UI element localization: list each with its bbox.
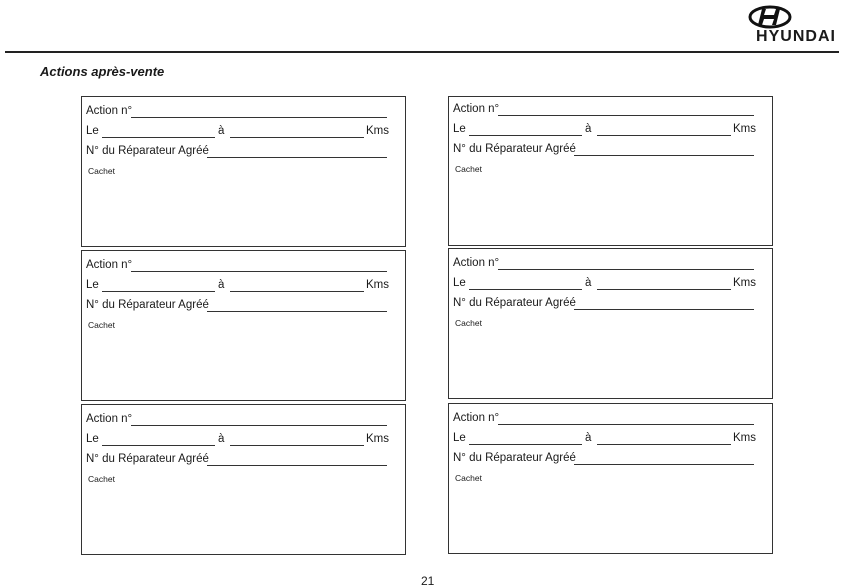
date-label: Le <box>86 279 99 291</box>
date-field[interactable] <box>469 289 582 290</box>
action-field[interactable] <box>131 117 387 118</box>
header-rule <box>5 51 839 53</box>
repairer-label: N° du Réparateur Agréé <box>86 453 209 465</box>
repairer-field[interactable] <box>574 155 754 156</box>
date-field[interactable] <box>102 137 215 138</box>
service-card <box>448 96 773 246</box>
repairer-field[interactable] <box>207 465 387 466</box>
action-label: Action n° <box>86 259 133 271</box>
page-number: 21 <box>421 574 435 588</box>
service-card <box>81 250 406 401</box>
mileage-field[interactable] <box>597 289 731 290</box>
mileage-field[interactable] <box>230 445 364 446</box>
action-label: Action n° <box>453 103 500 115</box>
date-label: Le <box>453 277 466 289</box>
repairer-label: N° du Réparateur Agréé <box>86 299 209 311</box>
stamp-label: Cachet <box>455 164 482 174</box>
service-card <box>448 248 773 399</box>
date-label: Le <box>453 432 466 444</box>
service-card <box>81 404 406 555</box>
action-label: Action n° <box>86 413 133 425</box>
at-label: à <box>585 277 592 289</box>
action-field[interactable] <box>498 424 754 425</box>
repairer-field[interactable] <box>574 309 754 310</box>
date-field[interactable] <box>102 445 215 446</box>
action-field[interactable] <box>131 425 387 426</box>
at-label: à <box>218 279 225 291</box>
brand-wordmark: HYUNDAI <box>756 28 836 45</box>
kms-label: Kms <box>733 123 756 135</box>
action-field[interactable] <box>498 115 754 116</box>
service-card <box>448 403 773 554</box>
action-label: Action n° <box>453 257 500 269</box>
repairer-label: N° du Réparateur Agréé <box>86 145 209 157</box>
action-field[interactable] <box>498 269 754 270</box>
date-field[interactable] <box>469 444 582 445</box>
stamp-label: Cachet <box>88 320 115 330</box>
stamp-label: Cachet <box>88 474 115 484</box>
repairer-label: N° du Réparateur Agréé <box>453 143 576 155</box>
service-card <box>81 96 406 247</box>
stamp-label: Cachet <box>455 318 482 328</box>
mileage-field[interactable] <box>230 137 364 138</box>
kms-label: Kms <box>366 433 389 445</box>
date-label: Le <box>453 123 466 135</box>
stamp-label: Cachet <box>455 473 482 483</box>
repairer-label: N° du Réparateur Agréé <box>453 452 576 464</box>
date-label: Le <box>86 125 99 137</box>
mileage-field[interactable] <box>230 291 364 292</box>
repairer-label: N° du Réparateur Agréé <box>453 297 576 309</box>
at-label: à <box>218 433 225 445</box>
repairer-field[interactable] <box>574 464 754 465</box>
hyundai-emblem-icon <box>747 4 793 30</box>
stamp-label: Cachet <box>88 166 115 176</box>
mileage-field[interactable] <box>597 135 731 136</box>
at-label: à <box>218 125 225 137</box>
section-title: Actions après-vente <box>40 64 165 79</box>
action-field[interactable] <box>131 271 387 272</box>
date-label: Le <box>86 433 99 445</box>
kms-label: Kms <box>366 279 389 291</box>
mileage-field[interactable] <box>597 444 731 445</box>
action-label: Action n° <box>453 412 500 424</box>
kms-label: Kms <box>733 277 756 289</box>
repairer-field[interactable] <box>207 157 387 158</box>
action-label: Action n° <box>86 105 133 117</box>
kms-label: Kms <box>733 432 756 444</box>
at-label: à <box>585 123 592 135</box>
kms-label: Kms <box>366 125 389 137</box>
date-field[interactable] <box>469 135 582 136</box>
date-field[interactable] <box>102 291 215 292</box>
repairer-field[interactable] <box>207 311 387 312</box>
at-label: à <box>585 432 592 444</box>
